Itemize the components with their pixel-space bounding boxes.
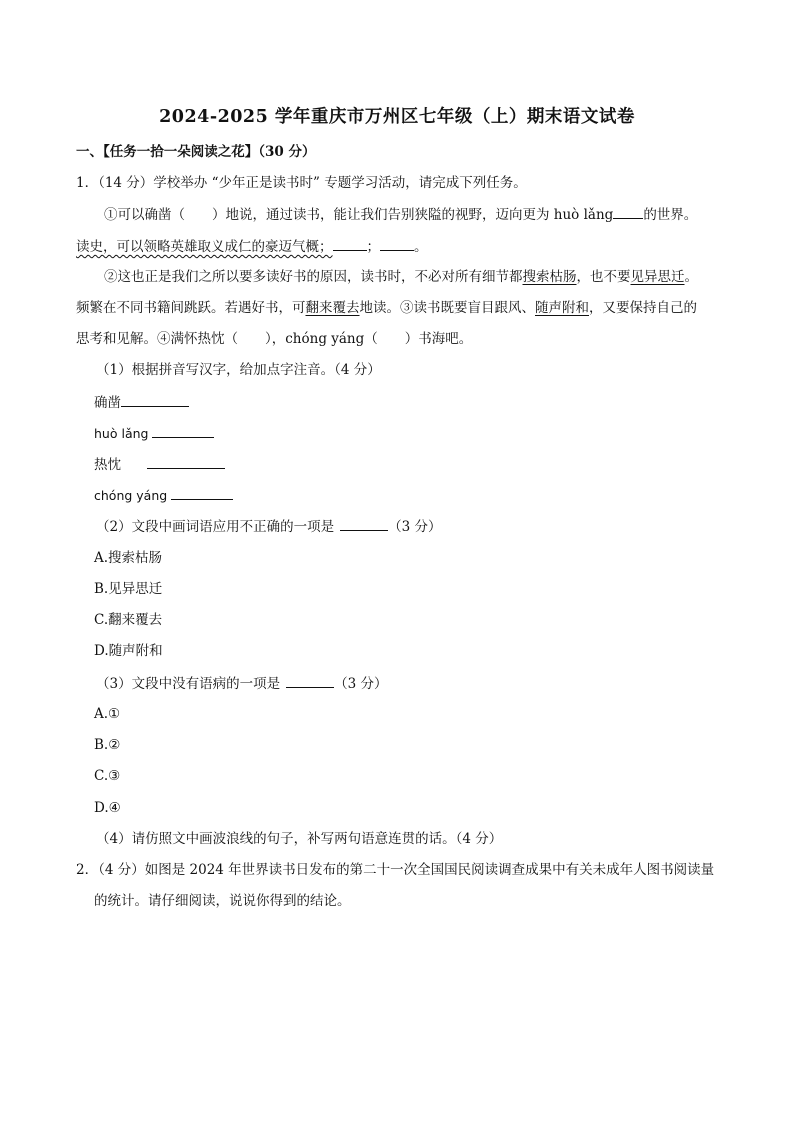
option-b: B.见异思迁 bbox=[94, 581, 163, 597]
passage-text: ②这也正是我们之所以要多读好书的原因，读书时，不必对所有细节都 bbox=[104, 269, 523, 285]
fill-item-1 bbox=[94, 392, 189, 413]
passage-text: 。 bbox=[684, 269, 698, 285]
answer-blank[interactable] bbox=[121, 392, 189, 407]
score-label: （3 分） bbox=[388, 519, 442, 535]
answer-blank[interactable] bbox=[333, 236, 367, 251]
option-d: D.随声附和 bbox=[94, 643, 163, 659]
answer-blank[interactable] bbox=[340, 516, 388, 531]
sub-question-4: （4）请仿照文中画波浪线的句子，补写两句语意连贯的话。（4 分） bbox=[96, 831, 503, 847]
score-label: （3 分） bbox=[334, 676, 388, 692]
passage-line-1 bbox=[104, 204, 697, 225]
fill-item-label: 热忱 bbox=[94, 457, 121, 473]
passage-line-2 bbox=[76, 236, 428, 257]
passage-text: 地读。③读书既要盲目跟风、 bbox=[359, 300, 535, 316]
option-c: C.翻来覆去 bbox=[94, 612, 163, 628]
answer-blank[interactable] bbox=[380, 236, 414, 251]
option-c: C.③ bbox=[94, 768, 121, 784]
underlined-word: 见异思迁 bbox=[630, 269, 685, 285]
sub-question-1: （1）根据拼音写汉字，给加点字注音。（4 分） bbox=[96, 362, 381, 378]
option-a: A.① bbox=[94, 706, 121, 722]
option-b: B.② bbox=[94, 737, 121, 753]
fill-item-3 bbox=[94, 454, 225, 475]
fill-item-label: chóng yáng bbox=[94, 488, 168, 503]
answer-blank[interactable] bbox=[147, 454, 225, 469]
sub-question-text: （3）文段中没有语病的一项是 bbox=[96, 676, 281, 692]
option-d: D.④ bbox=[94, 800, 121, 816]
passage-line-3 bbox=[104, 267, 698, 287]
question-1-stem: 1．（14 分）学校举办 “少年正是读书时” 专题学习活动，请完成下列任务。 bbox=[76, 175, 527, 191]
sub-question-3 bbox=[96, 673, 387, 694]
fill-item-4 bbox=[94, 485, 233, 506]
answer-blank[interactable] bbox=[286, 673, 334, 688]
passage-text: 频繁在不同书籍间跳跃。若遇好书，可 bbox=[76, 300, 306, 316]
fill-item-label: 确凿 bbox=[94, 395, 121, 411]
passage-text: 的世界。 bbox=[643, 207, 698, 223]
option-a: A.搜索枯肠 bbox=[94, 550, 163, 566]
question-2-line-1: 2．（4 分）如图是 2024 年世界读书日发布的第二十一次全国国民阅读调查成果中有关未成年人图书阅读量 bbox=[76, 862, 715, 878]
underlined-word: 翻来覆去 bbox=[305, 300, 360, 316]
wavy-underlined-sentence: 读史，可以领略英雄取义成仁的豪迈气概； bbox=[76, 239, 333, 255]
fill-item-2 bbox=[94, 423, 214, 444]
underlined-word: 搜索枯肠 bbox=[522, 269, 577, 285]
sub-question-2 bbox=[96, 516, 441, 537]
answer-blank[interactable] bbox=[171, 485, 233, 500]
question-2-line-2: 的统计。请仔细阅读，说说你得到的结论。 bbox=[94, 893, 351, 909]
answer-blank[interactable] bbox=[613, 204, 643, 219]
passage-text: ； bbox=[366, 239, 380, 255]
underlined-word: 随声附和 bbox=[535, 300, 589, 316]
section-heading: 一、【任务一拾一朵阅读之花】（30 分） bbox=[76, 144, 316, 160]
answer-blank[interactable] bbox=[152, 423, 214, 438]
passage-text: ①可以确凿（ ）地说，通过读书，能让我们告别狭隘的视野，迈向更为 huò lǎng bbox=[104, 207, 614, 223]
passage-text: 。 bbox=[414, 239, 428, 255]
passage-line-4 bbox=[76, 298, 697, 318]
passage-text: ，又要保持自己的 bbox=[589, 300, 697, 316]
fill-item-label: huò lǎng bbox=[94, 426, 149, 441]
exam-title: 2024-2025 学年重庆市万州区七年级（上）期末语文试卷 bbox=[159, 107, 635, 127]
sub-question-text: （2）文段中画词语应用不正确的一项是 bbox=[96, 519, 335, 535]
passage-text: ，也不要 bbox=[576, 269, 631, 285]
passage-line-5: 思考和见解。④满怀热忱（ ），chóng yáng（ ）书海吧。 bbox=[76, 331, 473, 347]
